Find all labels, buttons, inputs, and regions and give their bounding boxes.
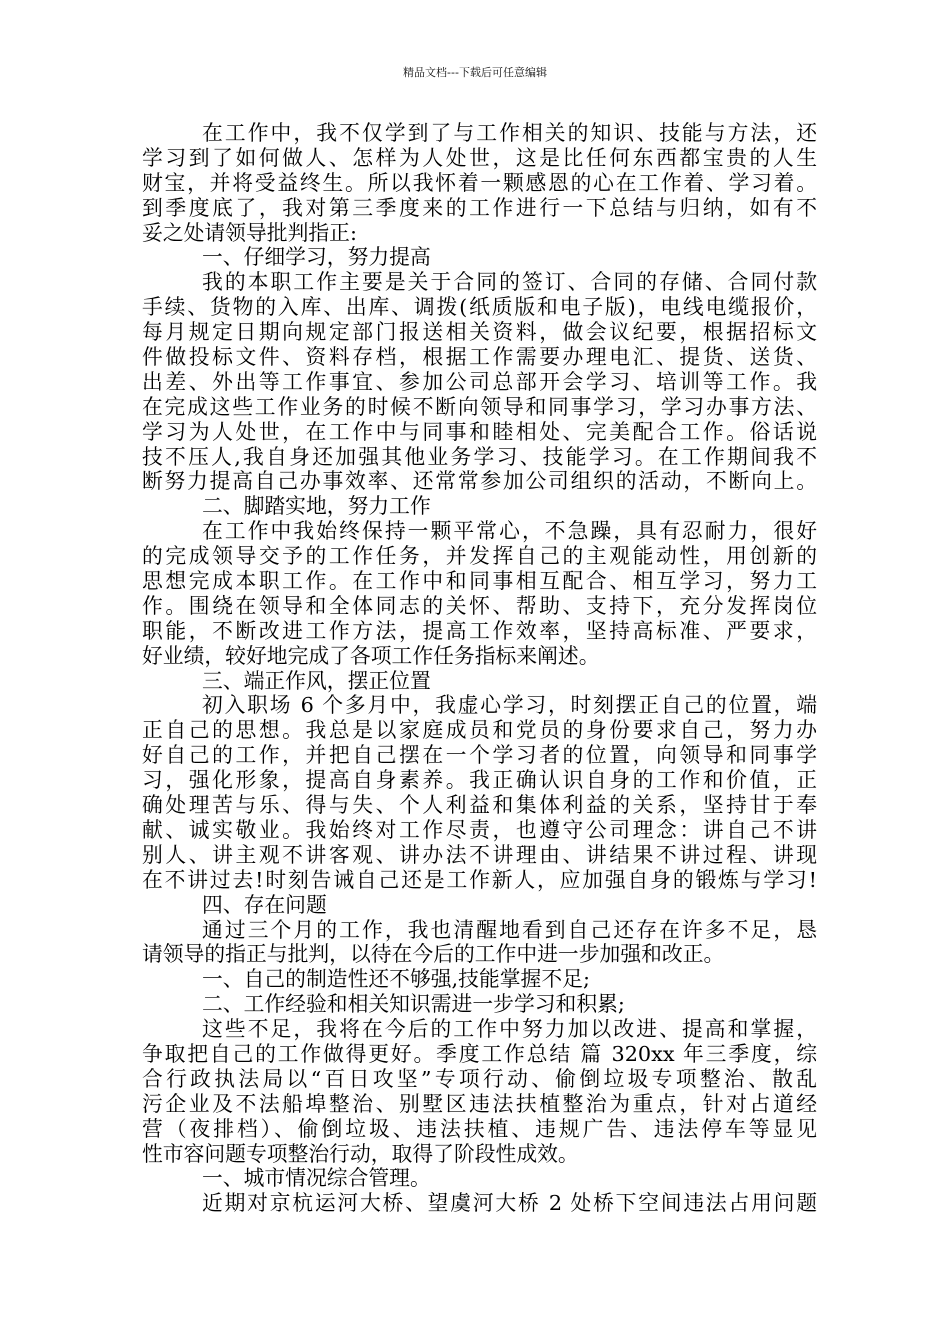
text-line: 献、诚实敬业。我始终对工作尽责，也遵守公司理念：讲自己不讲 — [142, 817, 817, 842]
text-line: 妥之处请领导批判指正: — [142, 220, 357, 245]
text-line: 合行政执法局以“百日攻坚”专项行动、偷倒垃圾专项整治、散乱 — [142, 1066, 817, 1091]
text-line: 职能，不断改进工作方法，提高工作效率，坚持高标准、严要求， — [142, 618, 817, 643]
text-line: 确处理苦与乐、得与失、个人利益和集体利益的关系，坚持甘于奉 — [142, 793, 817, 818]
body-text — [142, 121, 817, 1216]
text-line: 断努力提高自己办事效率、还常常参加公司组织的活动，不断向上。 — [142, 469, 817, 494]
text-line: 别人、讲主观不讲客观、讲办法不讲理由、讲结果不讲过程、讲现 — [142, 842, 817, 867]
text-line: 二、脚踏实地，努力工作 — [202, 494, 431, 519]
text-line: 在完成这些工作业务的时候不断向领导和同事学习，学习办事方法、 — [142, 394, 817, 419]
text-line: 四、存在问题 — [202, 892, 327, 917]
text-line: 性市容问题专项整治行动，取得了阶段性成效。 — [142, 1141, 579, 1166]
text-line: 好自己的工作，并把自己摆在一个学习者的位置，向领导和同事学 — [142, 743, 817, 768]
text-line: 好业绩，较好地完成了各项工作任务指标来阐述。 — [142, 643, 600, 668]
text-line: 一、城市情况综合管理。 — [202, 1166, 431, 1191]
text-line: 二、工作经验和相关知识需进一步学习和积累; — [202, 992, 625, 1017]
text-line: 三、端正作风，摆正位置 — [202, 668, 431, 693]
page-header: 精品文档---下载后可任意编辑 — [403, 66, 547, 79]
text-line: 一、自己的制造性还不够强,技能掌握不足; — [202, 967, 590, 992]
text-line: 争取把自己的工作做得更好。季度工作总结 篇 320xx 年三季度，综 — [142, 1041, 817, 1066]
text-line: 习，强化形象，提高自身素养。我正确认识自身的工作和价值，正 — [142, 768, 817, 793]
text-line: 通过三个月的工作，我也清醒地看到自己还存在许多不足，恳 — [202, 917, 817, 942]
text-line: 近期对京杭运河大桥、望虞河大桥 2 处桥下空间违法占用问题 — [202, 1191, 817, 1216]
text-line: 请领导的指正与批判，以待在今后的工作中进一步加强和改正。 — [142, 942, 725, 967]
text-line: 正自己的思想。我总是以家庭成员和党员的身份要求自己，努力办 — [142, 718, 817, 743]
text-line: 技不压人,我自身还加强其他业务学习、技能学习。在工作期间我不 — [142, 444, 817, 469]
text-line: 手续、货物的入库、出库、调拨(纸质版和电子版)，电线电缆报价， — [142, 295, 817, 320]
text-line: 作。围绕在领导和全体同志的关怀、帮助、支持下，充分发挥岗位 — [142, 593, 817, 618]
text-line: 初入职场 6 个多月中，我虚心学习，时刻摆正自己的位置，端 — [202, 693, 817, 718]
text-line: 在工作中，我不仅学到了与工作相关的知识、技能与方法，还 — [202, 121, 817, 145]
text-line: 污企业及不法船埠整治、别墅区违法扶植整治为重点，针对占道经 — [142, 1091, 817, 1116]
text-line: 出差、外出等工作事宜、参加公司总部开会学习、培训等工作。我 — [142, 369, 817, 394]
text-line: 营（夜排档）、偷倒垃圾、违法扶植、违规广告、违法停车等显见 — [142, 1116, 817, 1141]
text-line: 在工作中我始终保持一颗平常心，不急躁，具有忍耐力，很好 — [202, 519, 817, 544]
text-line: 思想完成本职工作。在工作中和同事相互配合、相互学习，努力工 — [142, 569, 817, 594]
text-line: 财宝，并将受益终生。所以我怀着一颗感恩的心在工作着、学习着。 — [142, 170, 817, 195]
text-line: 这些不足，我将在今后的工作中努力加以改进、提高和掌握， — [202, 1017, 817, 1042]
text-line: 件做投标文件、资料存档，根据工作需要办理电汇、提货、送货、 — [142, 345, 817, 370]
text-line: 到季度底了，我对第三季度来的工作进行一下总结与归纳，如有不 — [142, 195, 817, 220]
text-line: 的完成领导交予的工作任务，并发挥自己的主观能动性，用创新的 — [142, 544, 817, 569]
text-line: 学习为人处世，在工作中与同事和睦相处、完美配合工作。俗话说 — [142, 419, 817, 444]
text-line: 在不讲过去!时刻告诫自己还是工作新人，应加强自身的锻炼与学习! — [142, 867, 817, 892]
text-line: 我的本职工作主要是关于合同的签订、合同的存储、合同付款 — [202, 270, 817, 295]
text-line: 一、仔细学习，努力提高 — [202, 245, 431, 270]
text-line: 学习到了如何做人、怎样为人处世，这是比任何东西都宝贵的人生 — [142, 145, 817, 170]
text-line: 每月规定日期向规定部门报送相关资料，做会议纪要，根据招标文 — [142, 320, 817, 345]
